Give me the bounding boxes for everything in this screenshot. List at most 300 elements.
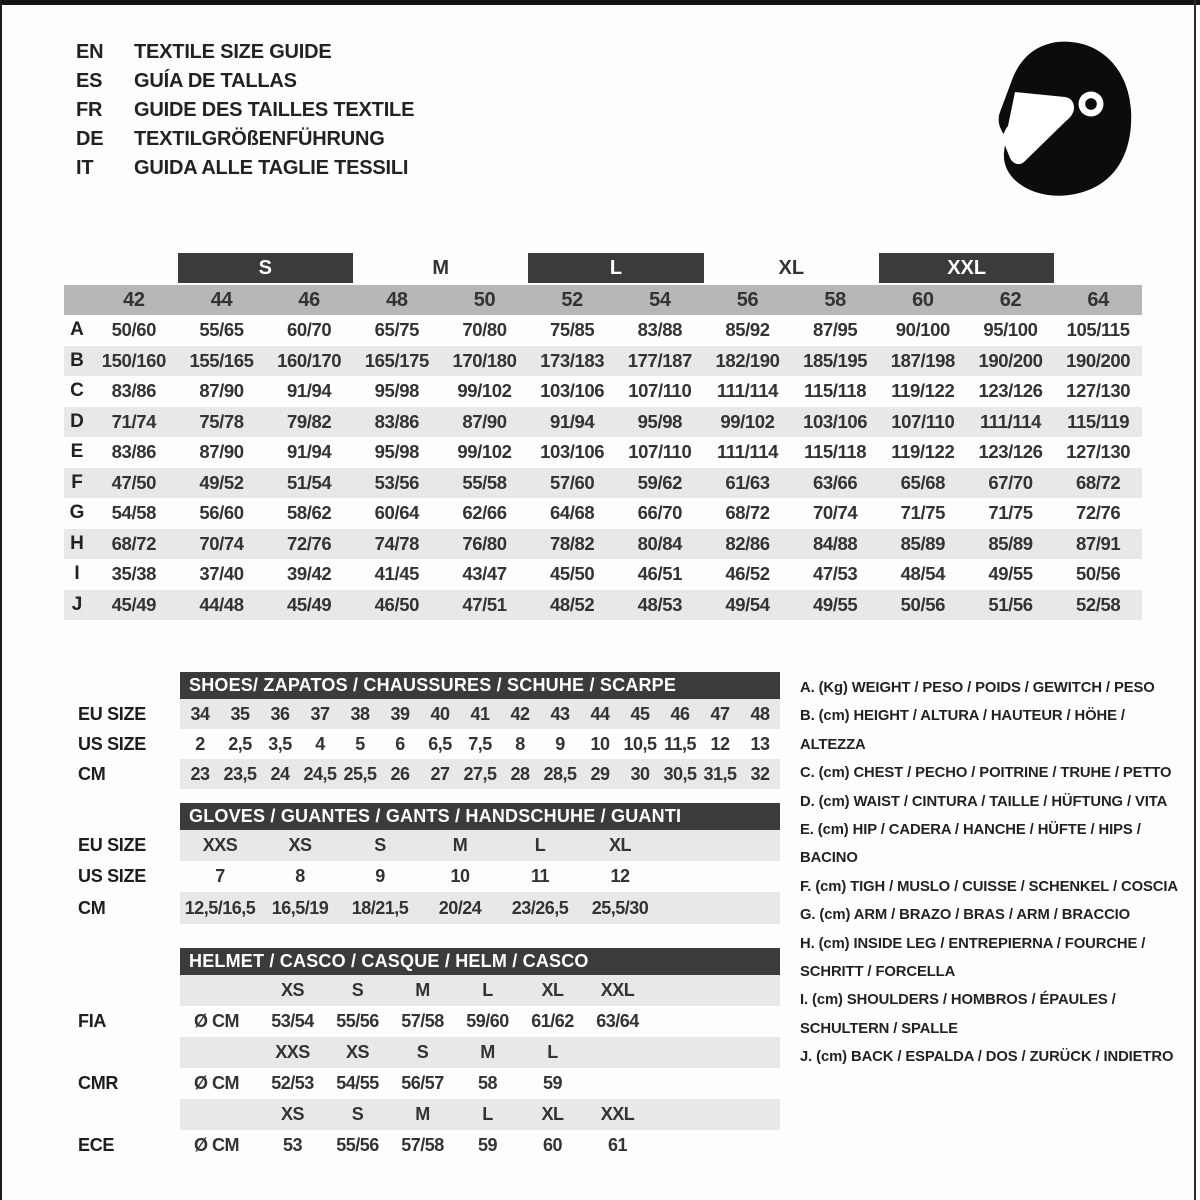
size-cell: 9 <box>375 866 385 886</box>
size-cell: 52/58 <box>1076 593 1121 615</box>
size-cell: 54/55 <box>336 1073 379 1093</box>
shoes-section-header: SHOES/ ZAPATOS / CHAUSSURES / SCHUHE / SCARPE <box>180 672 780 699</box>
size-cell: 41/45 <box>374 563 419 584</box>
size-cell: 63/66 <box>813 471 858 493</box>
size-cell: 8 <box>295 866 305 886</box>
row-values <box>180 1037 780 1068</box>
size-cell: 105/115 <box>1066 319 1130 340</box>
size-cell: 43 <box>550 703 570 724</box>
size-cell: 35/38 <box>111 563 156 584</box>
size-cell: 173/183 <box>540 349 605 371</box>
size-cell: XXS <box>202 835 238 855</box>
size-cell: 60/64 <box>374 502 419 523</box>
language-code: DE <box>76 128 104 150</box>
row-values <box>180 699 780 729</box>
size-cell: 8 <box>515 733 525 754</box>
size-group-l: L <box>528 253 703 283</box>
size-cell: 16,5/19 <box>271 897 329 918</box>
size-cell: 4 <box>315 733 325 754</box>
size-cell: 47/50 <box>111 471 156 493</box>
gloves-eu-row <box>66 830 780 861</box>
size-cell: 68/72 <box>111 532 156 554</box>
language-code: ES <box>76 70 103 92</box>
size-cell: 42 <box>510 703 530 724</box>
size-cell: 75/85 <box>550 319 595 340</box>
row-letter: E <box>70 441 84 462</box>
table-row-F <box>64 468 1142 499</box>
size-cell: 6 <box>395 733 405 754</box>
size-cell: 70/80 <box>462 319 507 340</box>
size-cell: 61/62 <box>531 1011 574 1031</box>
table-row-J <box>64 590 1142 621</box>
standard-label: ECE <box>78 1135 115 1155</box>
size-cell: 58/62 <box>287 502 332 523</box>
size-cell: 170/180 <box>452 349 517 371</box>
helmet-size-header: M <box>415 1104 430 1124</box>
size-cell: 160/170 <box>277 349 342 371</box>
size-cell: 5 <box>355 733 365 754</box>
size-cell: 182/190 <box>715 349 780 371</box>
size-cell: 95/98 <box>374 380 419 401</box>
table-row-A <box>64 315 1142 346</box>
size-cell: 71/75 <box>988 502 1033 523</box>
size-cell: 70/74 <box>199 532 244 554</box>
racing-helmet-icon <box>985 40 1135 200</box>
size-cell: 51/56 <box>988 593 1033 615</box>
size-column-header: 46 <box>298 289 320 311</box>
size-cell: 11 <box>530 866 550 886</box>
size-group-row <box>64 253 1142 283</box>
size-cell: 87/95 <box>813 319 858 340</box>
size-cell: 59/60 <box>466 1011 509 1031</box>
helmet-size-header: XS <box>280 1104 304 1124</box>
size-cell: 12 <box>610 866 630 886</box>
legend-item: D. (cm) WAIST / CINTURA / TAILLE / HÜFTUNG / VITA <box>800 793 1168 810</box>
size-cell: 75/78 <box>199 410 244 432</box>
ece-values-row <box>66 1130 780 1161</box>
size-cell: 3,5 <box>268 733 292 754</box>
size-cell: 39/42 <box>287 563 332 584</box>
row-values <box>180 759 780 789</box>
size-cell: 115/118 <box>804 441 867 462</box>
size-cell: 43/47 <box>462 563 507 584</box>
size-cell: 99/102 <box>457 380 512 401</box>
size-cell: 56/57 <box>401 1073 444 1093</box>
size-column-header: 52 <box>561 289 583 311</box>
size-cell: 7,5 <box>468 733 492 754</box>
size-cell: 27,5 <box>463 763 497 784</box>
size-cell: 37 <box>310 703 330 724</box>
size-cell: 80/84 <box>637 532 682 554</box>
size-cell: 87/90 <box>199 380 244 401</box>
row-values <box>180 1006 780 1037</box>
size-cell: 107/110 <box>628 441 692 462</box>
cmr-sizes-row <box>66 1037 780 1068</box>
size-cell: 32 <box>750 763 770 784</box>
size-cell: 52/53 <box>271 1073 314 1093</box>
size-cell: 76/80 <box>462 532 507 554</box>
size-cell: 95/98 <box>374 441 419 462</box>
gloves-section <box>66 803 780 924</box>
size-cell: 24,5 <box>303 763 337 784</box>
page-title: GUIDA ALLE TAGLIE TESSILI <box>134 157 409 179</box>
size-cell: 99/102 <box>720 410 775 432</box>
size-cell: 7 <box>215 866 225 886</box>
language-code: EN <box>76 41 104 63</box>
size-cell: 44 <box>590 703 610 724</box>
page-title: TEXTILE SIZE GUIDE <box>134 41 332 63</box>
size-cell: 13 <box>750 733 770 754</box>
size-cell: 127/130 <box>1066 380 1131 401</box>
size-cell: 111/114 <box>979 410 1041 432</box>
size-cell: 58 <box>477 1073 498 1093</box>
size-cell: 48/53 <box>637 593 682 615</box>
size-cell: 45/49 <box>287 593 332 615</box>
size-cell: 56/60 <box>199 502 244 523</box>
helmet-size-header: XXL <box>600 980 635 1000</box>
language-row <box>76 96 414 125</box>
unit-label: Ø CM <box>194 1011 239 1031</box>
size-cell: 46/51 <box>637 563 682 584</box>
size-cell: 57/58 <box>401 1011 444 1031</box>
shoes-us-row <box>66 729 780 759</box>
row-values <box>180 729 780 759</box>
size-cell: 74/78 <box>374 532 419 554</box>
size-cell: 53/54 <box>271 1011 314 1031</box>
page-title: GUIDE DES TAILLES TEXTILE <box>134 99 415 121</box>
row-label: US SIZE <box>78 866 146 886</box>
size-cell: 84/88 <box>813 532 858 554</box>
size-column-header: 64 <box>1087 289 1109 311</box>
size-cell: 40 <box>430 703 450 724</box>
size-cell: 49/55 <box>988 563 1033 584</box>
size-cell: 38 <box>350 703 370 724</box>
size-cell: 91/94 <box>287 380 332 401</box>
language-row <box>76 125 414 154</box>
gloves-us-row <box>66 861 780 892</box>
size-cell: XS <box>288 835 312 855</box>
size-cell: 57/58 <box>401 1135 444 1155</box>
size-cell: 123/126 <box>978 441 1043 462</box>
size-cell: 59/62 <box>637 471 682 493</box>
size-column-header: 50 <box>473 289 496 311</box>
size-cell: 66/70 <box>637 502 682 523</box>
size-cell: 49/55 <box>813 593 858 615</box>
legend-item: A. (Kg) WEIGHT / PESO / POIDS / GEWITCH / PESO <box>800 680 1155 696</box>
helmet-size-header: XS <box>280 980 304 1000</box>
size-cell: XL <box>608 835 631 855</box>
size-cell: 50/56 <box>1076 563 1121 584</box>
size-cell: 23,5 <box>223 763 257 784</box>
size-cell: 59 <box>542 1073 563 1093</box>
gloves-section-header: GLOVES / GUANTES / GANTS / HANDSCHUHE / GUANTI <box>180 803 780 830</box>
table-row-E <box>64 437 1142 468</box>
size-cell: 87/91 <box>1076 532 1121 554</box>
size-cell: 28 <box>510 763 530 784</box>
size-cell: 111/114 <box>716 380 778 401</box>
main-size-table <box>64 253 1142 620</box>
size-cell: 95/98 <box>637 410 682 432</box>
size-cell: 48 <box>750 703 770 724</box>
size-column-header: 56 <box>736 289 759 311</box>
size-cell: 72/76 <box>287 532 332 554</box>
row-label: CM <box>78 897 106 918</box>
size-cell: 2 <box>195 733 205 754</box>
size-cell: 41 <box>470 703 490 724</box>
size-cell: 187/198 <box>890 349 955 371</box>
photo-border-top <box>0 0 1200 5</box>
size-cell: 60/70 <box>287 319 332 340</box>
helmet-size-header: XL <box>541 980 564 1000</box>
legend-item: B. (cm) HEIGHT / ALTURA / HAUTEUR / HÖHE / ALTEZZA <box>800 708 1125 753</box>
language-row <box>76 38 414 67</box>
size-cell: 60 <box>542 1135 563 1155</box>
size-cell: 55/56 <box>336 1135 379 1155</box>
helmet-size-header: M <box>480 1042 495 1062</box>
size-group-m: M <box>432 257 449 279</box>
helmet-size-header: S <box>351 1104 364 1124</box>
size-cell: 68/72 <box>725 502 770 523</box>
shoes-eu-row <box>66 699 780 729</box>
gloves-cm-row <box>66 892 780 924</box>
size-cell: 91/94 <box>287 441 332 462</box>
ece-sizes-row <box>66 1099 780 1130</box>
size-cell: 49/54 <box>725 593 770 615</box>
size-cell: 27 <box>430 763 450 784</box>
size-cell: 103/106 <box>540 380 605 401</box>
size-cell: 30,5 <box>663 763 697 784</box>
size-cell: 46/50 <box>374 593 419 615</box>
numeric-size-header-row <box>64 285 1142 315</box>
size-cell: 46/52 <box>725 563 770 584</box>
row-letter: F <box>71 471 83 493</box>
size-cell: 85/92 <box>725 319 770 340</box>
size-cell: 61 <box>607 1135 628 1155</box>
size-cell: 62/66 <box>462 502 507 523</box>
size-cell: 6,5 <box>428 733 452 754</box>
row-label: CM <box>78 763 106 784</box>
size-cell: 23 <box>190 763 210 784</box>
size-cell: 83/86 <box>111 441 156 462</box>
size-cell: 24 <box>270 763 290 784</box>
helmet-size-header: XL <box>541 1104 564 1124</box>
helmet-size-header: S <box>351 980 364 1000</box>
helmet-size-header: L <box>547 1042 558 1062</box>
row-label: US SIZE <box>78 733 146 754</box>
row-values <box>180 975 780 1006</box>
size-cell: 91/94 <box>550 410 595 432</box>
size-cell: 20/24 <box>438 897 482 918</box>
size-cell: 10 <box>590 733 610 754</box>
row-letter: C <box>70 380 84 401</box>
helmet-size-header: L <box>482 980 493 1000</box>
size-cell: 55/65 <box>199 319 244 340</box>
unit-label: Ø CM <box>194 1073 239 1093</box>
size-cell: 23/26,5 <box>511 897 569 918</box>
size-cell: 50/56 <box>900 593 945 615</box>
size-cell: 90/100 <box>895 319 950 340</box>
size-cell: S <box>374 835 386 855</box>
fia-sizes-row <box>66 975 780 1006</box>
table-row-C <box>64 376 1142 407</box>
size-column-header: 44 <box>210 289 233 311</box>
legend-item: H. (cm) INSIDE LEG / ENTREPIERNA / FOURCHE / SCHRITT / FORCELLA <box>800 935 1146 981</box>
helmet-size-header: XXL <box>600 1104 635 1124</box>
size-cell: 31,5 <box>703 763 737 784</box>
size-cell: 55/56 <box>336 1011 379 1031</box>
size-column-header: 48 <box>386 289 408 311</box>
size-cell: 65/68 <box>900 471 945 493</box>
size-cell: 85/89 <box>988 532 1033 554</box>
cmr-values-row <box>66 1068 780 1099</box>
table-row-H <box>64 529 1142 560</box>
size-cell: 28,5 <box>543 763 577 784</box>
size-cell: 177/187 <box>627 349 692 371</box>
size-cell: 50/60 <box>111 319 156 340</box>
size-cell: 47/53 <box>813 563 858 584</box>
size-cell: 39 <box>390 703 410 724</box>
size-cell: 45/50 <box>550 563 595 584</box>
row-letter: H <box>70 532 84 554</box>
size-cell: 83/86 <box>111 380 156 401</box>
unit-label: Ø CM <box>194 1135 239 1155</box>
size-cell: 45/49 <box>111 593 156 615</box>
size-cell: 71/74 <box>111 410 156 432</box>
size-cell: 47/51 <box>462 593 507 615</box>
size-cell: 127/130 <box>1066 441 1131 462</box>
row-letter: A <box>70 319 84 340</box>
size-cell: 123/126 <box>978 380 1043 401</box>
size-cell: 165/175 <box>364 349 429 371</box>
row-values <box>180 830 780 861</box>
legend-item: E. (cm) HIP / CADERA / HANCHE / HÜFTE / HIPS / BACINO <box>800 822 1141 867</box>
size-cell: 57/60 <box>550 471 595 493</box>
size-cell: 51/54 <box>287 471 332 493</box>
size-cell: 49/52 <box>199 471 244 493</box>
size-cell: 53/56 <box>374 471 419 493</box>
size-cell: 119/122 <box>891 441 955 462</box>
size-cell: 70/74 <box>813 502 858 523</box>
helmet-size-header: M <box>415 980 430 1000</box>
fia-values-row <box>66 1006 780 1037</box>
size-cell: 99/102 <box>457 441 512 462</box>
size-cell: 103/106 <box>803 410 868 432</box>
title-language-list <box>76 38 414 183</box>
size-cell: 119/122 <box>891 380 955 401</box>
size-cell: 87/90 <box>199 441 244 462</box>
row-values <box>180 1130 780 1161</box>
size-cell: 10 <box>450 866 470 886</box>
standard-label: CMR <box>78 1073 119 1093</box>
row-values <box>180 861 780 892</box>
size-cell: 103/106 <box>540 441 605 462</box>
row-values <box>180 1068 780 1099</box>
size-cell: 11,5 <box>663 733 697 754</box>
size-cell: 111/114 <box>716 441 778 462</box>
size-cell: 55/58 <box>462 471 507 493</box>
size-group-xl: XL <box>778 257 805 279</box>
row-values <box>180 892 780 924</box>
size-cell: 34 <box>190 703 210 724</box>
size-cell: 78/82 <box>550 532 595 554</box>
size-column-header: 60 <box>912 289 934 311</box>
row-label: EU SIZE <box>78 835 146 855</box>
size-cell: 25,5 <box>343 763 377 784</box>
size-cell: 45 <box>630 703 650 724</box>
language-code: FR <box>76 99 103 121</box>
row-letter: J <box>71 593 83 615</box>
size-cell: 85/89 <box>900 532 945 554</box>
corner-cell <box>64 285 90 315</box>
size-cell: 26 <box>390 763 410 784</box>
helmet-size-header: XXS <box>275 1042 310 1062</box>
size-cell: 95/100 <box>983 319 1038 340</box>
size-cell: 63/64 <box>596 1011 639 1031</box>
row-label: EU SIZE <box>78 703 146 724</box>
helmet-size-header: XS <box>345 1042 369 1062</box>
size-cell: 79/82 <box>287 410 332 432</box>
language-row <box>76 67 414 96</box>
table-row-D <box>64 407 1142 438</box>
table-row-G <box>64 498 1142 529</box>
size-cell: 185/195 <box>803 349 868 371</box>
size-cell: 44/48 <box>199 593 244 615</box>
measurement-rows <box>64 315 1142 620</box>
helmet-section-header: HELMET / CASCO / CASQUE / HELM / CASCO <box>180 948 780 975</box>
size-cell: 115/119 <box>1067 410 1130 432</box>
size-cell: 155/165 <box>189 349 254 371</box>
row-values <box>180 1099 780 1130</box>
legend-item: G. (cm) ARM / BRAZO / BRAS / ARM / BRACCIO <box>800 907 1131 924</box>
size-cell: 61/63 <box>725 471 770 493</box>
helmet-size-header: S <box>416 1042 429 1062</box>
size-cell: 190/200 <box>1066 349 1131 371</box>
size-cell: 107/110 <box>891 410 955 432</box>
size-cell: 36 <box>270 703 290 724</box>
size-cell: 67/70 <box>988 471 1033 493</box>
size-cell: 71/75 <box>900 502 945 523</box>
row-letter: D <box>70 410 84 432</box>
shoes-cm-row <box>66 759 780 789</box>
helmet-section <box>66 948 780 1161</box>
size-group-s: S <box>178 253 353 283</box>
size-cell: 18/21,5 <box>351 897 409 918</box>
row-letter: I <box>74 563 80 584</box>
row-letter: G <box>69 502 85 523</box>
shoes-section <box>66 672 780 789</box>
page-title: TEXTILGRÖßENFÜHRUNG <box>134 128 385 150</box>
page-title: GUÍA DE TALLAS <box>134 70 297 92</box>
size-cell: 190/200 <box>978 349 1043 371</box>
size-column-header: 58 <box>824 289 846 311</box>
size-column-header: 54 <box>649 289 671 311</box>
photo-border-left <box>0 0 2 1200</box>
row-letter: B <box>70 349 84 371</box>
size-cell: 9 <box>555 733 565 754</box>
size-cell: 37/40 <box>199 563 244 584</box>
size-cell: 10,5 <box>623 733 657 754</box>
size-cell: 87/90 <box>462 410 507 432</box>
legend-item: C. (cm) CHEST / PECHO / POITRINE / TRUHE / PETTO <box>800 765 1172 782</box>
table-row-I <box>64 559 1142 590</box>
size-cell: 54/58 <box>111 502 156 523</box>
size-cell: 29 <box>590 763 610 784</box>
size-cell: 2,5 <box>228 733 252 754</box>
size-cell: 12 <box>710 733 730 754</box>
legend-item: J. (cm) BACK / ESPALDA / DOS / ZURÜCK / INDIETRO <box>800 1049 1174 1066</box>
size-cell: 82/86 <box>725 532 770 554</box>
size-cell: 59 <box>477 1135 498 1155</box>
